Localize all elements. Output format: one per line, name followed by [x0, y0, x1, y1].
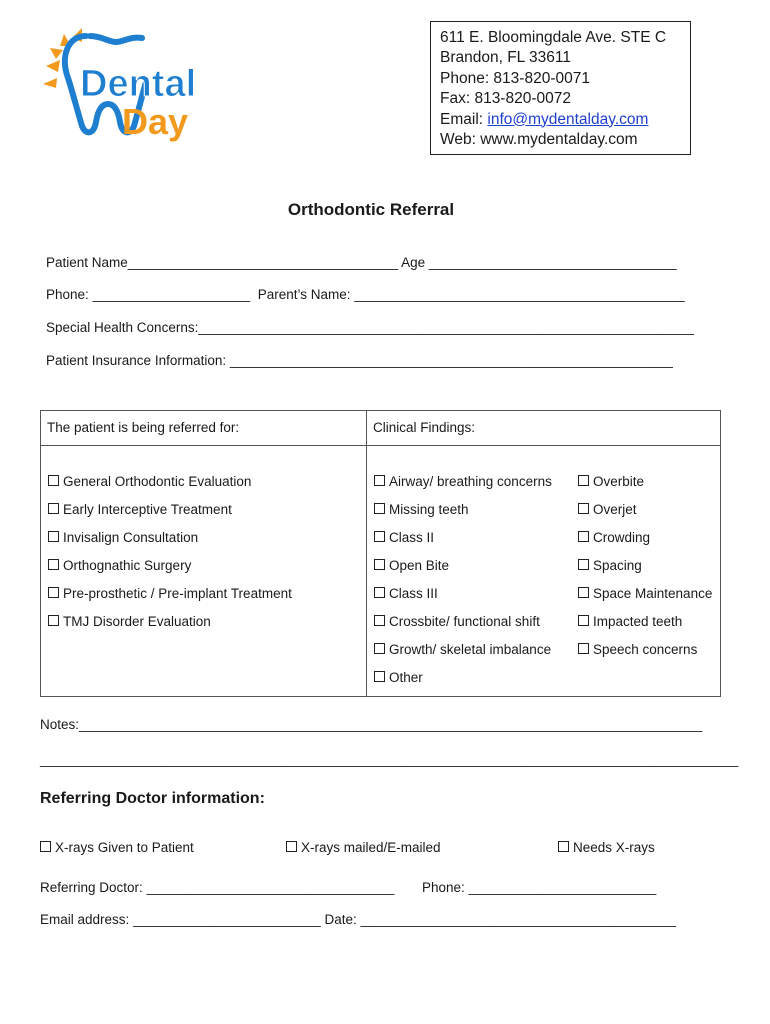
dental-day-logo [38, 26, 228, 151]
needs-xray-label: Needs X-rays [573, 840, 655, 855]
clinical-finding-label: Class III [389, 586, 438, 601]
clinic-phone: Phone: 813-820-0071 [440, 69, 590, 87]
logo-word-day: Day [122, 101, 189, 142]
patient-name-field[interactable]: ____________________________________ [127, 255, 399, 270]
doctor-phone-field[interactable]: _________________________ [468, 880, 657, 895]
clinical-finding-checkbox[interactable] [374, 643, 385, 654]
notes-row [40, 717, 702, 732]
xray-mailed-label: X-rays mailed/E-mailed [301, 840, 441, 855]
doctor-phone-row [422, 880, 656, 895]
referral-reason-checkbox[interactable] [48, 531, 59, 542]
referred-for-header: The patient is being referred for: [47, 420, 240, 435]
clinical-finding-label: Growth/ skeletal imbalance [389, 642, 552, 657]
patient-name-label: Patient Name [46, 255, 128, 270]
notes-field[interactable]: ___________________________________________________________________________________ [79, 717, 703, 732]
clinical-finding-label: Space Maintenance [593, 586, 713, 601]
doctor-email-field[interactable]: _________________________ [133, 912, 321, 927]
health-concerns-field[interactable]: __________________________________________________________________ [198, 320, 694, 335]
email-date-row [40, 912, 676, 927]
clinical-finding-checkbox[interactable] [374, 587, 385, 598]
needs-xray-option[interactable] [558, 840, 655, 855]
doctor-phone-label: Phone: [422, 880, 465, 895]
notes-line-2[interactable]: _____________________________________________________________________________________________ [40, 752, 739, 767]
referral-reason-option[interactable] [48, 614, 211, 629]
clinic-address-box [430, 21, 691, 155]
address-line-1: 611 E. Bloomingdale Ave. STE C [440, 29, 667, 46]
health-concerns-label: Special Health Concerns: [46, 320, 199, 335]
age-field[interactable]: _________________________________ [428, 255, 677, 270]
insurance-label: Patient Insurance Information: [46, 353, 227, 368]
referral-reason-label: TMJ Disorder Evaluation [63, 614, 211, 629]
clinic-fax: Fax: 813-820-0072 [440, 90, 571, 108]
clinical-finding-option[interactable] [374, 474, 552, 489]
doctor-email-label: Email address: [40, 912, 130, 927]
xray-mailed-checkbox[interactable] [286, 841, 297, 852]
referral-reason-option[interactable] [48, 530, 198, 545]
xray-given-option[interactable] [40, 840, 194, 855]
clinical-finding-label: Crowding [593, 530, 651, 545]
referral-reason-checkbox[interactable] [48, 503, 59, 514]
clinical-finding-option[interactable] [374, 670, 423, 685]
clinical-finding-option[interactable] [578, 614, 682, 629]
clinical-finding-label: Impacted teeth [593, 614, 683, 629]
clinic-email-row [440, 110, 690, 130]
parent-name-label: Parent’s Name: [257, 287, 351, 302]
referral-reason-checkbox[interactable] [48, 615, 59, 626]
clinical-finding-checkbox[interactable] [578, 475, 589, 486]
clinical-finding-checkbox[interactable] [578, 587, 589, 598]
email-label: Email: [440, 110, 488, 128]
clinical-finding-option[interactable] [374, 614, 540, 629]
clinical-finding-label: Missing teeth [389, 502, 469, 517]
referring-doctor-heading: Referring Doctor information: [40, 790, 265, 807]
referral-reason-option[interactable] [48, 502, 232, 517]
clinical-finding-label: Airway/ breathing concerns [389, 474, 552, 489]
referral-reason-label: Invisalign Consultation [63, 530, 199, 545]
clinical-finding-checkbox[interactable] [374, 503, 385, 514]
clinical-finding-checkbox[interactable] [578, 503, 589, 514]
clinic-web: Web: www.mydentalday.com [440, 131, 638, 149]
referral-reason-checkbox[interactable] [48, 587, 59, 598]
clinical-findings-header: Clinical Findings: [373, 420, 476, 435]
parent-name-field[interactable]: ____________________________________________ [354, 287, 685, 302]
clinical-finding-option[interactable] [578, 642, 697, 657]
referral-reason-label: General Orthodontic Evaluation [63, 474, 252, 489]
clinical-finding-checkbox[interactable] [374, 475, 385, 486]
referring-doctor-label: Referring Doctor: [40, 880, 143, 895]
clinical-finding-checkbox[interactable] [374, 671, 385, 682]
clinical-finding-option[interactable] [578, 558, 642, 573]
date-field[interactable]: __________________________________________ [360, 912, 676, 927]
clinical-finding-option[interactable] [374, 586, 438, 601]
clinical-finding-label: Overbite [593, 474, 645, 489]
tooth-sun-logo-icon [38, 26, 228, 151]
referral-reason-label: Early Interceptive Treatment [63, 502, 232, 517]
referral-reason-option[interactable] [48, 558, 191, 573]
clinical-finding-option[interactable] [578, 530, 650, 545]
referral-table [40, 410, 721, 697]
phone-row [46, 287, 685, 302]
patient-phone-field[interactable]: _____________________ [92, 287, 251, 302]
table-column-divider [366, 411, 367, 696]
clinical-finding-label: Class II [389, 530, 435, 545]
xray-given-checkbox[interactable] [40, 841, 51, 852]
health-row [46, 320, 694, 335]
needs-xray-checkbox[interactable] [558, 841, 569, 852]
clinical-finding-checkbox[interactable] [374, 559, 385, 570]
email-link[interactable]: info@mydentalday.com [487, 110, 649, 128]
insurance-row [46, 353, 673, 368]
address-line-2: Brandon, FL 33611 [440, 49, 571, 67]
age-label: Age [401, 255, 426, 270]
clinical-finding-label: Speech concerns [593, 642, 698, 657]
clinical-finding-option[interactable] [374, 642, 551, 657]
referral-reason-label: Pre-prosthetic / Pre-implant Treatment [63, 586, 292, 601]
xray-mailed-option[interactable] [286, 840, 441, 855]
clinical-finding-label: Overjet [593, 502, 637, 517]
referring-doctor-field[interactable]: _________________________________ [146, 880, 395, 895]
clinical-finding-checkbox[interactable] [578, 531, 589, 542]
clinical-finding-option[interactable] [374, 558, 449, 573]
clinical-finding-label: Other [389, 670, 423, 685]
referral-reason-option[interactable] [48, 474, 251, 489]
clinical-finding-option[interactable] [578, 502, 637, 517]
referring-doctor-row [40, 880, 394, 895]
notes-label: Notes: [40, 717, 80, 732]
clinical-finding-checkbox[interactable] [578, 643, 589, 654]
logo-word-dental: Dental [80, 63, 197, 105]
referral-reason-label: Orthognathic Surgery [63, 558, 192, 573]
patient-name-row [46, 255, 677, 270]
referral-reason-checkbox[interactable] [48, 559, 59, 570]
clinical-finding-label: Open Bite [389, 558, 450, 573]
clinical-finding-checkbox[interactable] [374, 615, 385, 626]
page-title: Orthodontic Referral [287, 200, 455, 219]
xray-given-label: X-rays Given to Patient [55, 840, 194, 855]
date-label: Date: [324, 912, 357, 927]
referral-reason-option[interactable] [48, 586, 292, 601]
referral-reason-checkbox[interactable] [48, 475, 59, 486]
clinical-finding-option[interactable] [374, 530, 434, 545]
clinical-finding-label: Spacing [593, 558, 642, 573]
clinical-finding-label: Crossbite/ functional shift [389, 614, 540, 629]
clinical-finding-option[interactable] [578, 474, 644, 489]
clinical-finding-option[interactable] [578, 586, 712, 601]
clinical-finding-checkbox[interactable] [578, 559, 589, 570]
insurance-field[interactable]: ___________________________________________________________ [229, 353, 673, 368]
clinical-finding-checkbox[interactable] [578, 615, 589, 626]
clinical-finding-checkbox[interactable] [374, 531, 385, 542]
table-header-divider [41, 445, 720, 446]
patient-phone-label: Phone: [46, 287, 89, 302]
clinical-finding-option[interactable] [374, 502, 469, 517]
